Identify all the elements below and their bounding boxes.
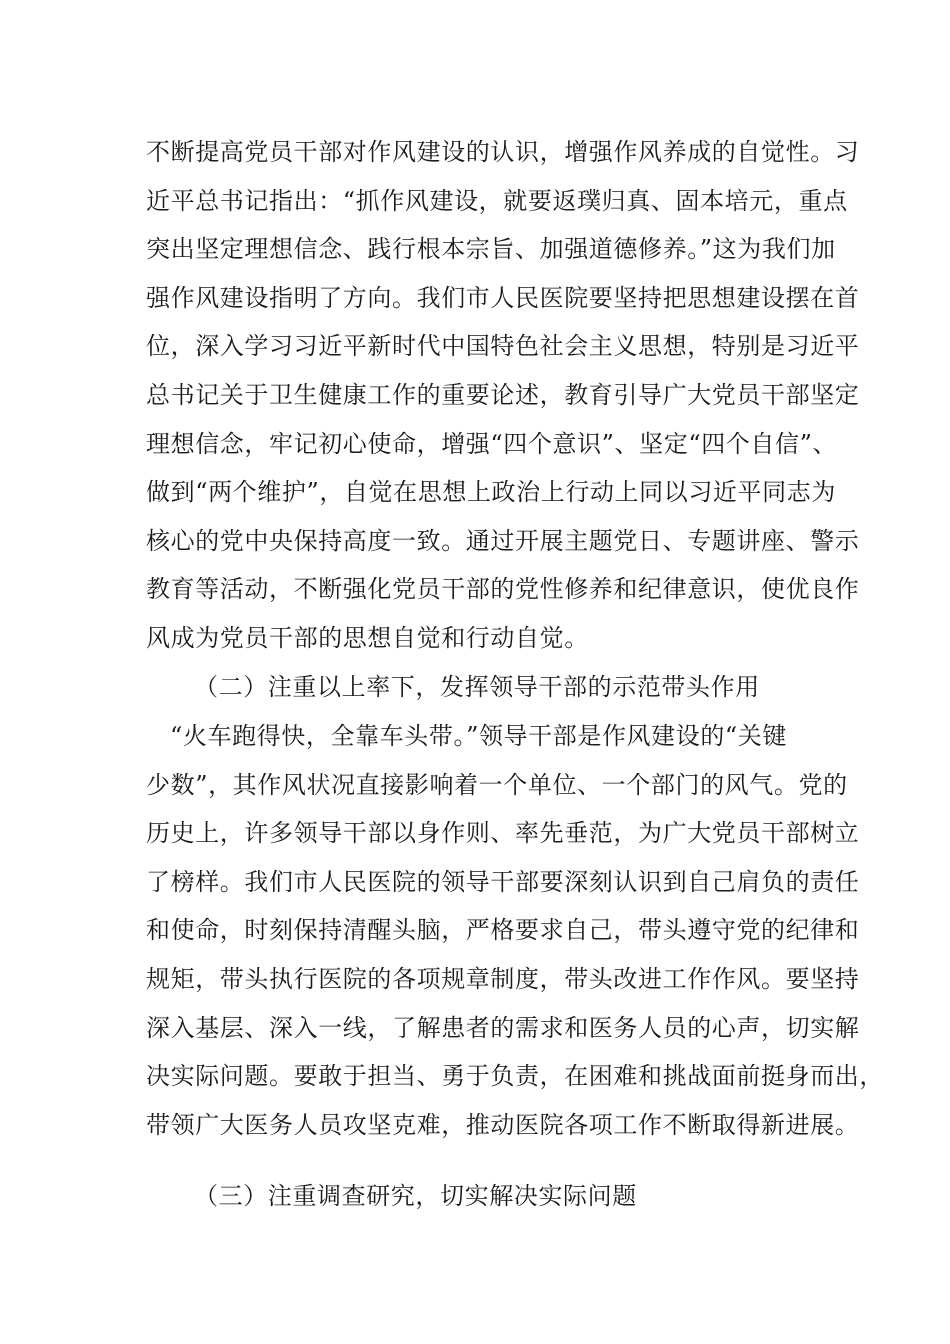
paragraph-line: 教育等活动，不断强化党员干部的党性修养和纪律意识，使优良作 xyxy=(146,575,860,604)
section-heading-2 xyxy=(146,663,826,712)
paragraph-line: 规矩，带头执行医院的各项规章制度，带头改进工作作风。要坚持 xyxy=(146,964,860,993)
paragraph-line: 少数”，其作风状况直接影响着一个单位、一个部门的风气。党的 xyxy=(146,770,848,799)
paragraph-line: 核心的党中央保持高度一致。通过开展主题党日、专题讲座、警示 xyxy=(146,526,860,555)
paragraph-line: “火车跑得快，全靠车头带。”领导干部是作风建设的“关键 xyxy=(170,722,788,750)
paragraph-line: 带领广大医务人员攻坚克难，推动医院各项工作不断取得新进展。 xyxy=(146,1110,860,1139)
paragraph-line: 突出坚定理想信念、践行根本宗旨、加强道德修养。”这为我们加 xyxy=(146,235,836,264)
paragraph-line: 了榜样。我们市人民医院的领导干部要深刻认识到自己肩负的责任 xyxy=(146,867,860,896)
heading-text: （二）注重以上率下，发挥领导干部的示范带头作用 xyxy=(194,673,760,701)
paragraph-line: 和使命，时刻保持清醒头脑，严格要求自己，带头遵守党的纪律和 xyxy=(146,916,860,945)
paragraph-line: 深入基层、深入一线，了解患者的需求和医务人员的心声，切实解 xyxy=(146,1013,860,1042)
paragraph-line: 风成为党员干部的思想自觉和行动自觉。 xyxy=(146,623,589,652)
paragraph-line: 理想信念，牢记初心使命，增强“四个意识”、坚定“四个自信”、 xyxy=(146,429,838,458)
paragraph-line: 决实际问题。要敢于担当、勇于负责，在困难和挑战面前挺身而出， xyxy=(146,1062,884,1091)
paragraph-line: 不断提高党员干部对作风建设的认识，增强作风养成的自觉性。习 xyxy=(146,138,860,166)
body-paragraph-1 xyxy=(146,128,860,663)
paragraph-line: 位，深入学习习近平新时代中国特色社会主义思想，特别是习近平 xyxy=(146,332,860,361)
paragraph-line: 强作风建设指明了方向。我们市人民医院要坚持把思想建设摆在首 xyxy=(146,283,860,312)
paragraph-line: 近平总书记指出：“抓作风建设，就要返璞归真、固本培元，重点 xyxy=(146,186,848,215)
section-heading-3 xyxy=(146,1172,826,1221)
body-paragraph-2 xyxy=(146,712,884,1149)
paragraph-line: 总书记关于卫生健康工作的重要论述，教育引导广大党员干部坚定 xyxy=(146,380,860,409)
heading-text: （三）注重调查研究，切实解决实际问题 xyxy=(194,1182,637,1210)
paragraph-line: 做到“两个维护”，自觉在思想上政治上行动上同以习近平同志为 xyxy=(146,478,836,507)
paragraph-line: 历史上，许多领导干部以身作则、率先垂范，为广大党员干部树立 xyxy=(146,819,860,848)
